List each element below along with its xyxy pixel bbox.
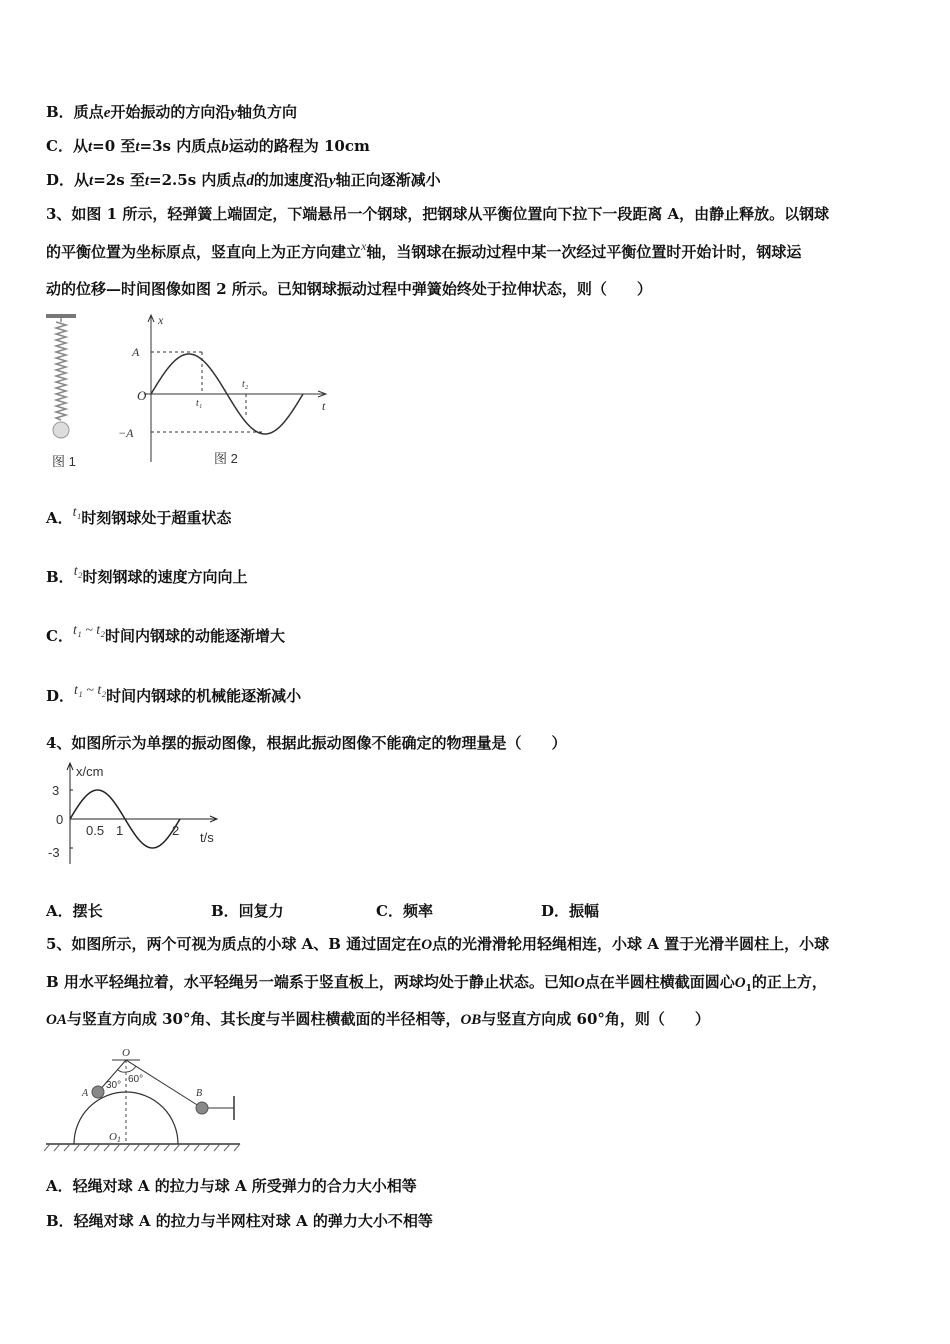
q4-option-c: C．频率 [376, 902, 433, 920]
svg-text:−A: −A [118, 426, 134, 440]
q4-pendulum-graph [44, 760, 234, 870]
svg-text:30°: 30° [106, 1080, 122, 1091]
q5-stem-line-2: B 用水平轻绳拉着，水平轻绳另一端系于竖直板上，两球均处于静止状态。已知O点在半圆柱横截面圆心$O_1$的正上方， [46, 973, 827, 994]
svg-text:O: O [122, 1047, 130, 1059]
svg-text:60°: 60° [128, 1074, 144, 1085]
q3-stem-line-3: 动的位移—时间图像如图 2 所示。已知钢球振动过程中弹簧始终处于拉伸状态，则（ ） [46, 280, 652, 298]
svg-text:1: 1 [117, 1135, 121, 1144]
q2-option-c: C．从t=0 至t=3s 内质点b运动的路程为 10cm [46, 137, 370, 155]
q3-stem-line-1: 3、如图 1 所示，轻弹簧上端固定，下端悬吊一个钢球，把钢球从平衡位置向下拉下一段距离 A，由静止释放。以钢球 [46, 205, 830, 223]
q2-option-d: D．从t=2s 至t=2.5s 内质点d的加速度沿y轴正向逐渐减小 [46, 171, 441, 189]
q3-stem-line-2: 的平衡位置为坐标原点，竖直向上为正方向建立$^x$轴，当钢球在振动过程中某一次经过平衡位置时开始计时，钢球运 [46, 239, 802, 261]
svg-text:O: O [109, 1131, 117, 1143]
svg-text:t₁: t₁ [196, 398, 203, 409]
spring-ball-figure [46, 314, 76, 469]
q3-option-d: D．t₁ ~ t₂时间内钢球的机械能逐渐减小 [46, 683, 302, 705]
svg-text:t/s: t/s [200, 830, 214, 845]
svg-text:2: 2 [172, 823, 180, 838]
q4-option-b: B．回复力 [211, 902, 284, 920]
q5-option-a: A．轻绳对球 A 的拉力与球 A 所受弹力的合力大小相等 [46, 1177, 417, 1195]
svg-text:x/cm: x/cm [76, 764, 104, 779]
svg-text:A: A [82, 1088, 89, 1099]
svg-text:O: O [137, 388, 147, 403]
q3-option-a: A．t₁时刻钢球处于超重状态 [46, 505, 232, 527]
q4-option-d: D．振幅 [541, 902, 600, 920]
q5-pulley-figure [44, 1044, 244, 1152]
xt-graph-figure [118, 313, 326, 466]
q3-option-b: B．t₂时刻钢球的速度方向向上 [46, 564, 248, 586]
svg-text:0: 0 [56, 812, 64, 827]
svg-text:t: t [322, 399, 326, 413]
svg-text:A: A [132, 345, 140, 359]
q3-figure [44, 310, 344, 470]
fig1-caption: 图 1 [52, 454, 76, 469]
svg-text:B: B [196, 1088, 203, 1099]
q3-option-c: C．t₁ ~ t₂时间内钢球的动能逐渐增大 [46, 623, 286, 645]
svg-text:t₂: t₂ [242, 379, 249, 390]
q5-stem-line-3: OA与竖直方向成 30°角、其长度与半圆柱横截面的半径相等，OB与竖直方向成 60°角，则（ ） [46, 1010, 710, 1028]
q5-option-b: B．轻绳对球 A 的拉力与半网柱对球 A 的弹力大小不相等 [46, 1212, 433, 1230]
svg-text:0.5: 0.5 [86, 823, 105, 838]
svg-text:-3: -3 [48, 845, 60, 860]
q2-option-b: B．质点e开始振动的方向沿y轴负方向 [46, 103, 298, 121]
fig2-caption: 图 2 [214, 451, 238, 466]
q4-stem: 4、如图所示为单摆的振动图像，根据此振动图像不能确定的物理量是（ ） [46, 734, 567, 752]
svg-text:1: 1 [116, 823, 124, 838]
q5-stem-line-1: 5、如图所示，两个可视为质点的小球 A、B 通过固定在O点的光滑滑轮用轻绳相连，小球 A 置于光滑半圆柱上，小球 [46, 935, 830, 953]
svg-text:x: x [158, 313, 164, 327]
svg-text:3: 3 [52, 783, 60, 798]
q4-option-a: A．摆长 [46, 902, 103, 920]
